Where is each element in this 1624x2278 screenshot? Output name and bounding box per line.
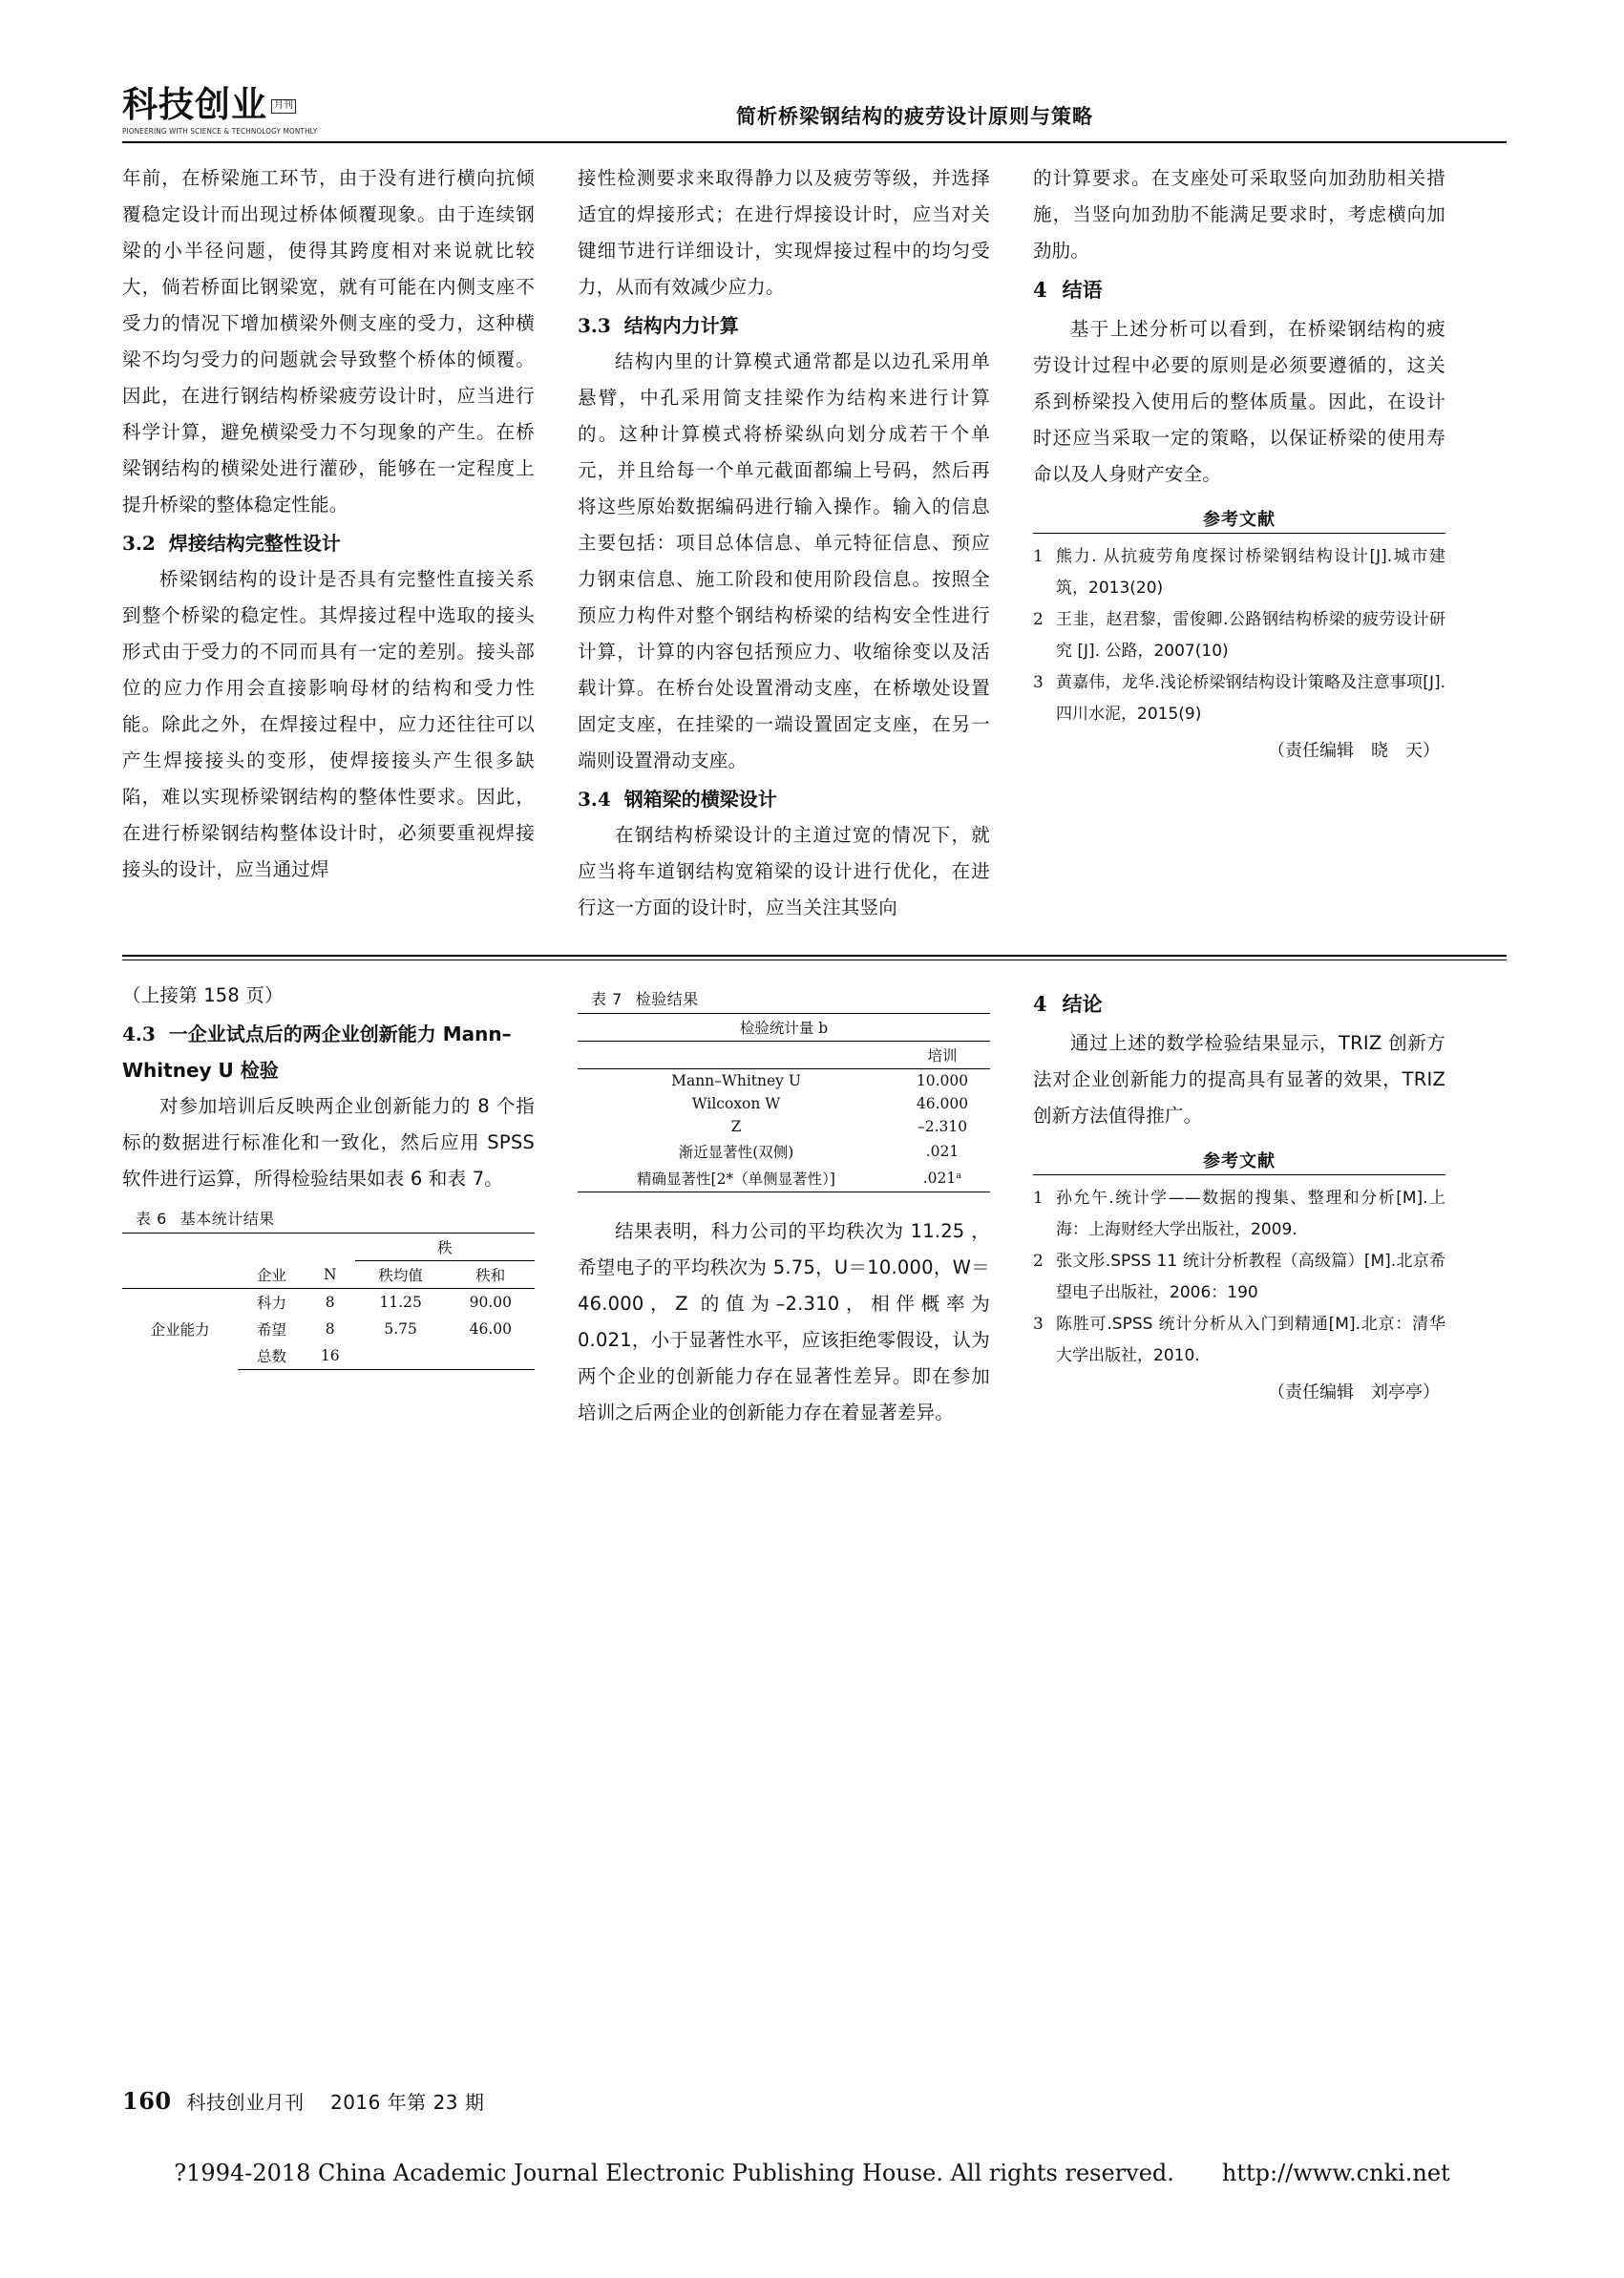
table-7-label: Mann–Whitney U (671, 1072, 801, 1089)
cnki-footer (0, 2160, 1624, 2186)
reference-item (1033, 667, 1445, 730)
article-two-columns (122, 978, 1507, 1431)
reference-number: 2 (1033, 1252, 1044, 1271)
table-6-caption-text: 基本统计结果 (179, 1210, 275, 1228)
section-title: 结语 (1062, 279, 1103, 302)
page-content (122, 69, 1507, 1431)
table-6-cell-n: 16 (306, 1342, 355, 1370)
reference-item (1033, 541, 1445, 604)
cnki-url[interactable]: http://www.cnki.net (1221, 2160, 1450, 2186)
table-7-value: –2.310 (917, 1118, 968, 1135)
table-6-cell-mean-rank (355, 1342, 447, 1370)
paragraph: 在钢结构桥梁设计的主道过宽的情况下，就应当将车道钢结构宽箱梁的设计进行优化，在进行这一方面的设计时，应当关注其竖向 (578, 824, 990, 918)
table-row (122, 1289, 535, 1317)
section-heading-3-4 (578, 781, 990, 817)
table-6-cell-n: 8 (325, 1294, 335, 1311)
section-number: 3.2 (122, 532, 156, 555)
table-6-spacer (306, 1234, 355, 1261)
table-row (578, 1069, 990, 1093)
section-number: 3.4 (578, 788, 611, 811)
paragraph: 的计算要求。在支座处可采取竖向加劲肋相关措施，当竖向加劲肋不能满足要求时，考虑横向加劲肋。 (1033, 167, 1445, 262)
table-row (578, 1115, 990, 1138)
reference-number: 3 (1033, 673, 1044, 692)
reference-number: 1 (1033, 547, 1044, 566)
section-title: 结论 (1062, 993, 1103, 1016)
paragraph: 桥梁钢结构的设计是否具有完整性直接关系到整个桥梁的稳定性。其焊接过程中选取的接头形式由于受力的不同而具有一定的差别。接头部位的应力作用会直接影响母材的结构和受力性能。除此之外，在焊接过程中，应力还往往可以产生焊接接头的变形，使焊接接头产生很多缺陷，难以实现桥梁钢结构的整体性要求。因此，在进行桥梁钢结构整体设计时，必须要重视焊接接头的设计，应当通过焊 (122, 568, 535, 880)
reference-number: 2 (1033, 610, 1044, 629)
journal-logo (122, 84, 361, 136)
table-7-label: Wilcoxon W (691, 1095, 781, 1112)
section-heading-3-2 (122, 525, 535, 561)
reference-item (1033, 1246, 1445, 1309)
table-7-label: 精确显著性[2*（单侧显著性）] (578, 1165, 895, 1192)
table-6-spacer (238, 1234, 305, 1261)
table-7-value: .021ᵃ (895, 1165, 990, 1192)
article-one-columns (122, 160, 1507, 926)
section-heading-4 (1033, 983, 1445, 1025)
table-6-cell-company: 总数 (238, 1342, 305, 1370)
table-7-header: 检验统计量 b (578, 1014, 990, 1042)
table-6-row-label: 企业能力 (150, 1321, 210, 1339)
table-6-col-2: N (306, 1261, 355, 1289)
paragraph: 结果表明，科力公司的平均秩次为 11.25 ， 希望电子的平均秩次为 5.75，U＝10.000，W＝46.000，Z 的值为–2.310，相伴概率为 0.021，小于显著性水平，应该拒绝零假设，认为两个企业的创新能力存在显著性差异。即在参加培训之后两企业的创新能力存在着显著差异。 (578, 1220, 990, 1424)
article-one-column-1 (122, 160, 535, 926)
table-row (122, 1234, 535, 1261)
table-7-blank (578, 1042, 895, 1069)
section-heading-3-3 (578, 307, 990, 344)
article-two-column-1 (122, 978, 535, 1431)
page-folio (122, 2087, 484, 2115)
paragraph: 基于上述分析可以看到，在桥梁钢结构的疲劳设计过程中必要的原则是必须要遵循的，这关系到桥梁投入使用后的整体质量。因此，在设计时还应当采取一定的策略，以保证桥梁的使用寿命以及人身财产安全。 (1033, 318, 1445, 485)
logo-subtitle: PIONEERING WITH SCIENCE & TECHNOLOGY MONTHLY (122, 127, 318, 136)
table-7-label: 渐近显著性(双侧) (678, 1144, 794, 1161)
cnki-copyright: ?1994-2018 China Academic Journal Electronic Publishing House. All rights reserved. (174, 2160, 1174, 2186)
article-two-column-3 (1033, 978, 1445, 1431)
page-title: 简析桥梁钢结构的疲劳设计原则与策略 (736, 105, 1093, 128)
table-6-cell-n: 8 (325, 1320, 335, 1338)
section-number: 3.3 (578, 314, 611, 337)
reference-item (1033, 604, 1445, 667)
table-6-spacer (122, 1234, 238, 1261)
table-6-caption (136, 1207, 535, 1229)
table-row (578, 1042, 990, 1069)
table-7-value: .021 (925, 1143, 960, 1160)
continuation-note: （上接第 158 页） (122, 984, 284, 1006)
reference-text: 王韭，赵君黎，雷俊卿.公路钢结构桥梁的疲劳设计研究 [J]. 公路，2007(10) (1056, 610, 1445, 661)
table-6-cell-mean-rank: 11.25 (379, 1294, 422, 1311)
masthead (122, 69, 1507, 136)
table-6 (122, 1233, 535, 1370)
table-6-caption-number: 表 6 (136, 1210, 167, 1228)
reference-item (1033, 1183, 1445, 1246)
reference-number: 3 (1033, 1315, 1044, 1334)
reference-text: 黄嘉伟，龙华.浅论桥梁钢结构设计策略及注意事项[J].四川水泥，2015(9) (1056, 673, 1445, 724)
table-7-col-header: 培训 (895, 1042, 990, 1069)
table-6-col-0 (122, 1261, 238, 1289)
logo-main-text: 科技创业 (122, 84, 267, 126)
paragraph: 结构内里的计算模式通常都是以边孔采用单悬臂，中孔采用简支挂梁作为结构来进行计算的。这种计算模式将桥梁纵向划分成若干个单元，并且给每一个单元截面都编上号码，然后再将这些原始数据编码进行输入操作。输入的信息主要包括：项目总体信息、单元特征信息、预应力钢束信息、施工阶段和使用阶段信息。按照全预应力构件对整个钢结构桥梁的结构安全性进行计算，计算的内容包括预应力、收缩徐变以及活载计算。在桥台处设置滑动支座，在桥墩处设置固定支座，在挂梁的一端设置固定支座，在另一端则设置滑动支座。 (578, 350, 990, 771)
table-6-col-3: 秩均值 (355, 1261, 447, 1289)
table-7-caption (591, 987, 990, 1009)
table-6-cell-mean-rank: 5.75 (384, 1320, 417, 1338)
paragraph: 通过上述的数学检验结果显示，TRIZ 创新方法对企业创新能力的提高具有显著的效果，TRIZ 创新方法值得推广。 (1033, 1032, 1445, 1127)
paragraph: 年前，在桥梁施工环节，由于没有进行横向抗倾覆稳定设计而出现过桥体倾覆现象。由于连续钢梁的小半径问题，使得其跨度相对来说就比较大，倘若桥面比钢梁宽，就有可能在内侧支座不受力的情况下增加横梁外侧支座的受力，这种横梁不均匀受力的问题就会导致整个桥体的倾覆。因此，在进行钢结构桥梁疲劳设计时，应当进行科学计算，避免横梁受力不匀现象的产生。在桥梁钢结构的横梁处进行灌砂，能够在一定程度上提升桥梁的整体稳定性能。 (122, 167, 535, 516)
references-rule (1033, 533, 1445, 534)
logo-badge: 月刊 (271, 99, 296, 114)
article-two-column-2 (578, 978, 990, 1431)
header-rule-thick (122, 141, 1507, 143)
section-number: 4.3 (122, 1023, 156, 1045)
section-heading-4-3 (122, 1016, 535, 1088)
table-6-cell-sum-rank (447, 1342, 535, 1370)
table-6-cell-sum-rank: 90.00 (469, 1294, 512, 1311)
article-one-column-3 (1033, 160, 1445, 926)
table-7 (578, 1013, 990, 1192)
table-6-cell-company: 科力 (256, 1295, 286, 1312)
table-7-caption-number: 表 7 (591, 990, 622, 1008)
table-7-caption-text: 检验结果 (635, 990, 699, 1008)
table-row (578, 1014, 990, 1042)
editor-credit: （责任编辑 刘亭亭） (1268, 1382, 1440, 1403)
references-title: 参考文献 (1203, 1151, 1276, 1171)
reference-text: 陈胜可.SPSS 统计分析从入门到精通[M].北京：清华大学出版社，2010. (1056, 1315, 1445, 1365)
table-7-value: 10.000 (916, 1072, 969, 1089)
table-6-cell-company: 希望 (256, 1321, 286, 1339)
table-6-cell-sum-rank: 46.00 (469, 1320, 512, 1338)
section-title: 结构内力计算 (623, 314, 739, 337)
reference-text: 孙允午.统计学——数据的搜集、整理和分析[M].上海：上海财经大学出版社，2009. (1056, 1189, 1445, 1239)
table-7-value: 46.000 (916, 1095, 969, 1112)
section-title: 钢箱梁的横梁设计 (623, 788, 777, 811)
editor-credit: （责任编辑 晓 天） (1268, 741, 1440, 761)
journal-issue-line: 科技创业月刊 2016 年第 23 期 (186, 2091, 485, 2114)
section-number: 4 (1033, 278, 1047, 302)
table-row (122, 1261, 535, 1289)
section-heading-4 (1033, 269, 1445, 311)
page-number: 160 (122, 2087, 172, 2115)
reference-number: 1 (1033, 1189, 1044, 1208)
section-number: 4 (1033, 992, 1047, 1016)
table-row (578, 1092, 990, 1115)
table-6-col-1: 企业 (238, 1261, 305, 1289)
table-6-group-header: 秩 (355, 1234, 535, 1261)
article-divider-thick (122, 955, 1507, 957)
section-title: 焊接结构完整性设计 (168, 532, 341, 555)
paragraph: 对参加培训后反映两企业创新能力的 8 个指标的数据进行标准化和一致化，然后应用 SPSS 软件进行运算，所得检验结果如表 6 和表 7。 (122, 1095, 535, 1190)
paragraph: 接性检测要求来取得静力以及疲劳等级，并选择适宜的焊接形式；在进行焊接设计时，应当对关键细节进行详细设计，实现焊接过程中的均匀受力，从而有效减少应力。 (578, 167, 990, 298)
reference-item (1033, 1309, 1445, 1372)
reference-text: 熊力. 从抗疲劳角度探讨桥梁钢结构设计[J].城市建筑，2013(20) (1056, 547, 1445, 598)
table-row (578, 1165, 990, 1192)
table-row (578, 1138, 990, 1165)
section-title: 一企业试点后的两企业创新能力 Mann–Whitney U 检验 (122, 1023, 512, 1082)
references-rule (1033, 1174, 1445, 1175)
reference-text: 张文彤.SPSS 11 统计分析教程（高级篇）[M].北京希望电子出版社，2006：190 (1056, 1252, 1445, 1302)
table-6-col-4: 秩和 (447, 1261, 535, 1289)
references-title: 参考文献 (1203, 510, 1276, 530)
table-7-label: Z (730, 1118, 742, 1135)
article-one-column-2 (578, 160, 990, 926)
